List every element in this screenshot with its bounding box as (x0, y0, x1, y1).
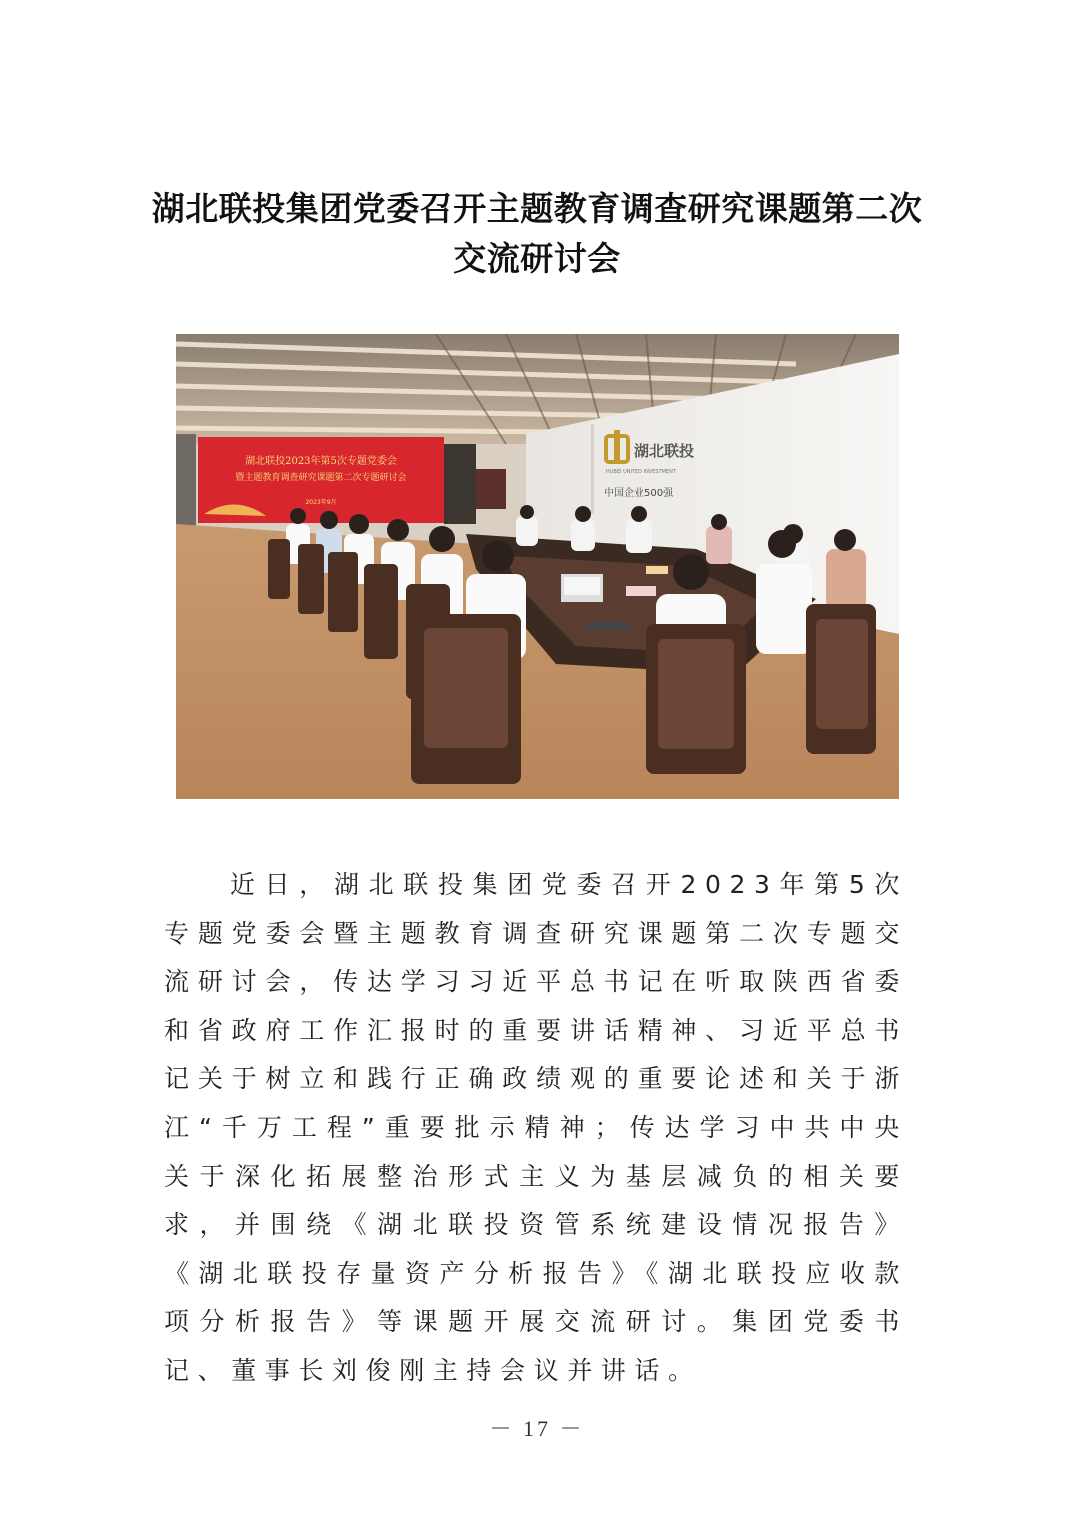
body-paragraph: 近日，湖北联投集团党委召开2023年第5次专题党委会暨主题教育调查研究课题第二次专题交流研讨会，传达学习习近平总书记在听取陕西省委和省政府工作汇报时的重要讲话精神、习近平总书记关于树立和践行正确政绩观的重要论述和关于浙江“千万工程”重要批示精神；传达学习中共中央关于深化拓展整治形式主义为基层减负的相关要求，并围绕《湖北联投资管系统建设情况报告》《湖北联投存量资产分析报告》《湖北联投应收款项分析报告》等课题开展交流研讨。集团党委书记、董事长刘俊刚主持会议并讲话。 (164, 870, 908, 1385)
wall-text: 中国企业500强 (604, 488, 674, 499)
banner-line-1: 湖北联投2023年第5次专题党委会 (245, 456, 397, 467)
title-line-1: 湖北联投集团党委召开主题教育调查研究课题第二次 (151, 189, 923, 228)
meeting-photo (176, 334, 899, 799)
banner-line-2: 暨主题教育调查研究课题第二次专题研讨会 (235, 473, 407, 483)
banner-date: 2023年9月 (305, 499, 337, 506)
logo-text: 湖北联投 (634, 442, 695, 460)
document-title (120, 184, 954, 284)
logo-subtext: HUBEI UNITED INVESTMENT (606, 469, 676, 475)
page-number: － 17 － (489, 1416, 585, 1441)
title-line-2: 交流研讨会 (453, 239, 621, 278)
